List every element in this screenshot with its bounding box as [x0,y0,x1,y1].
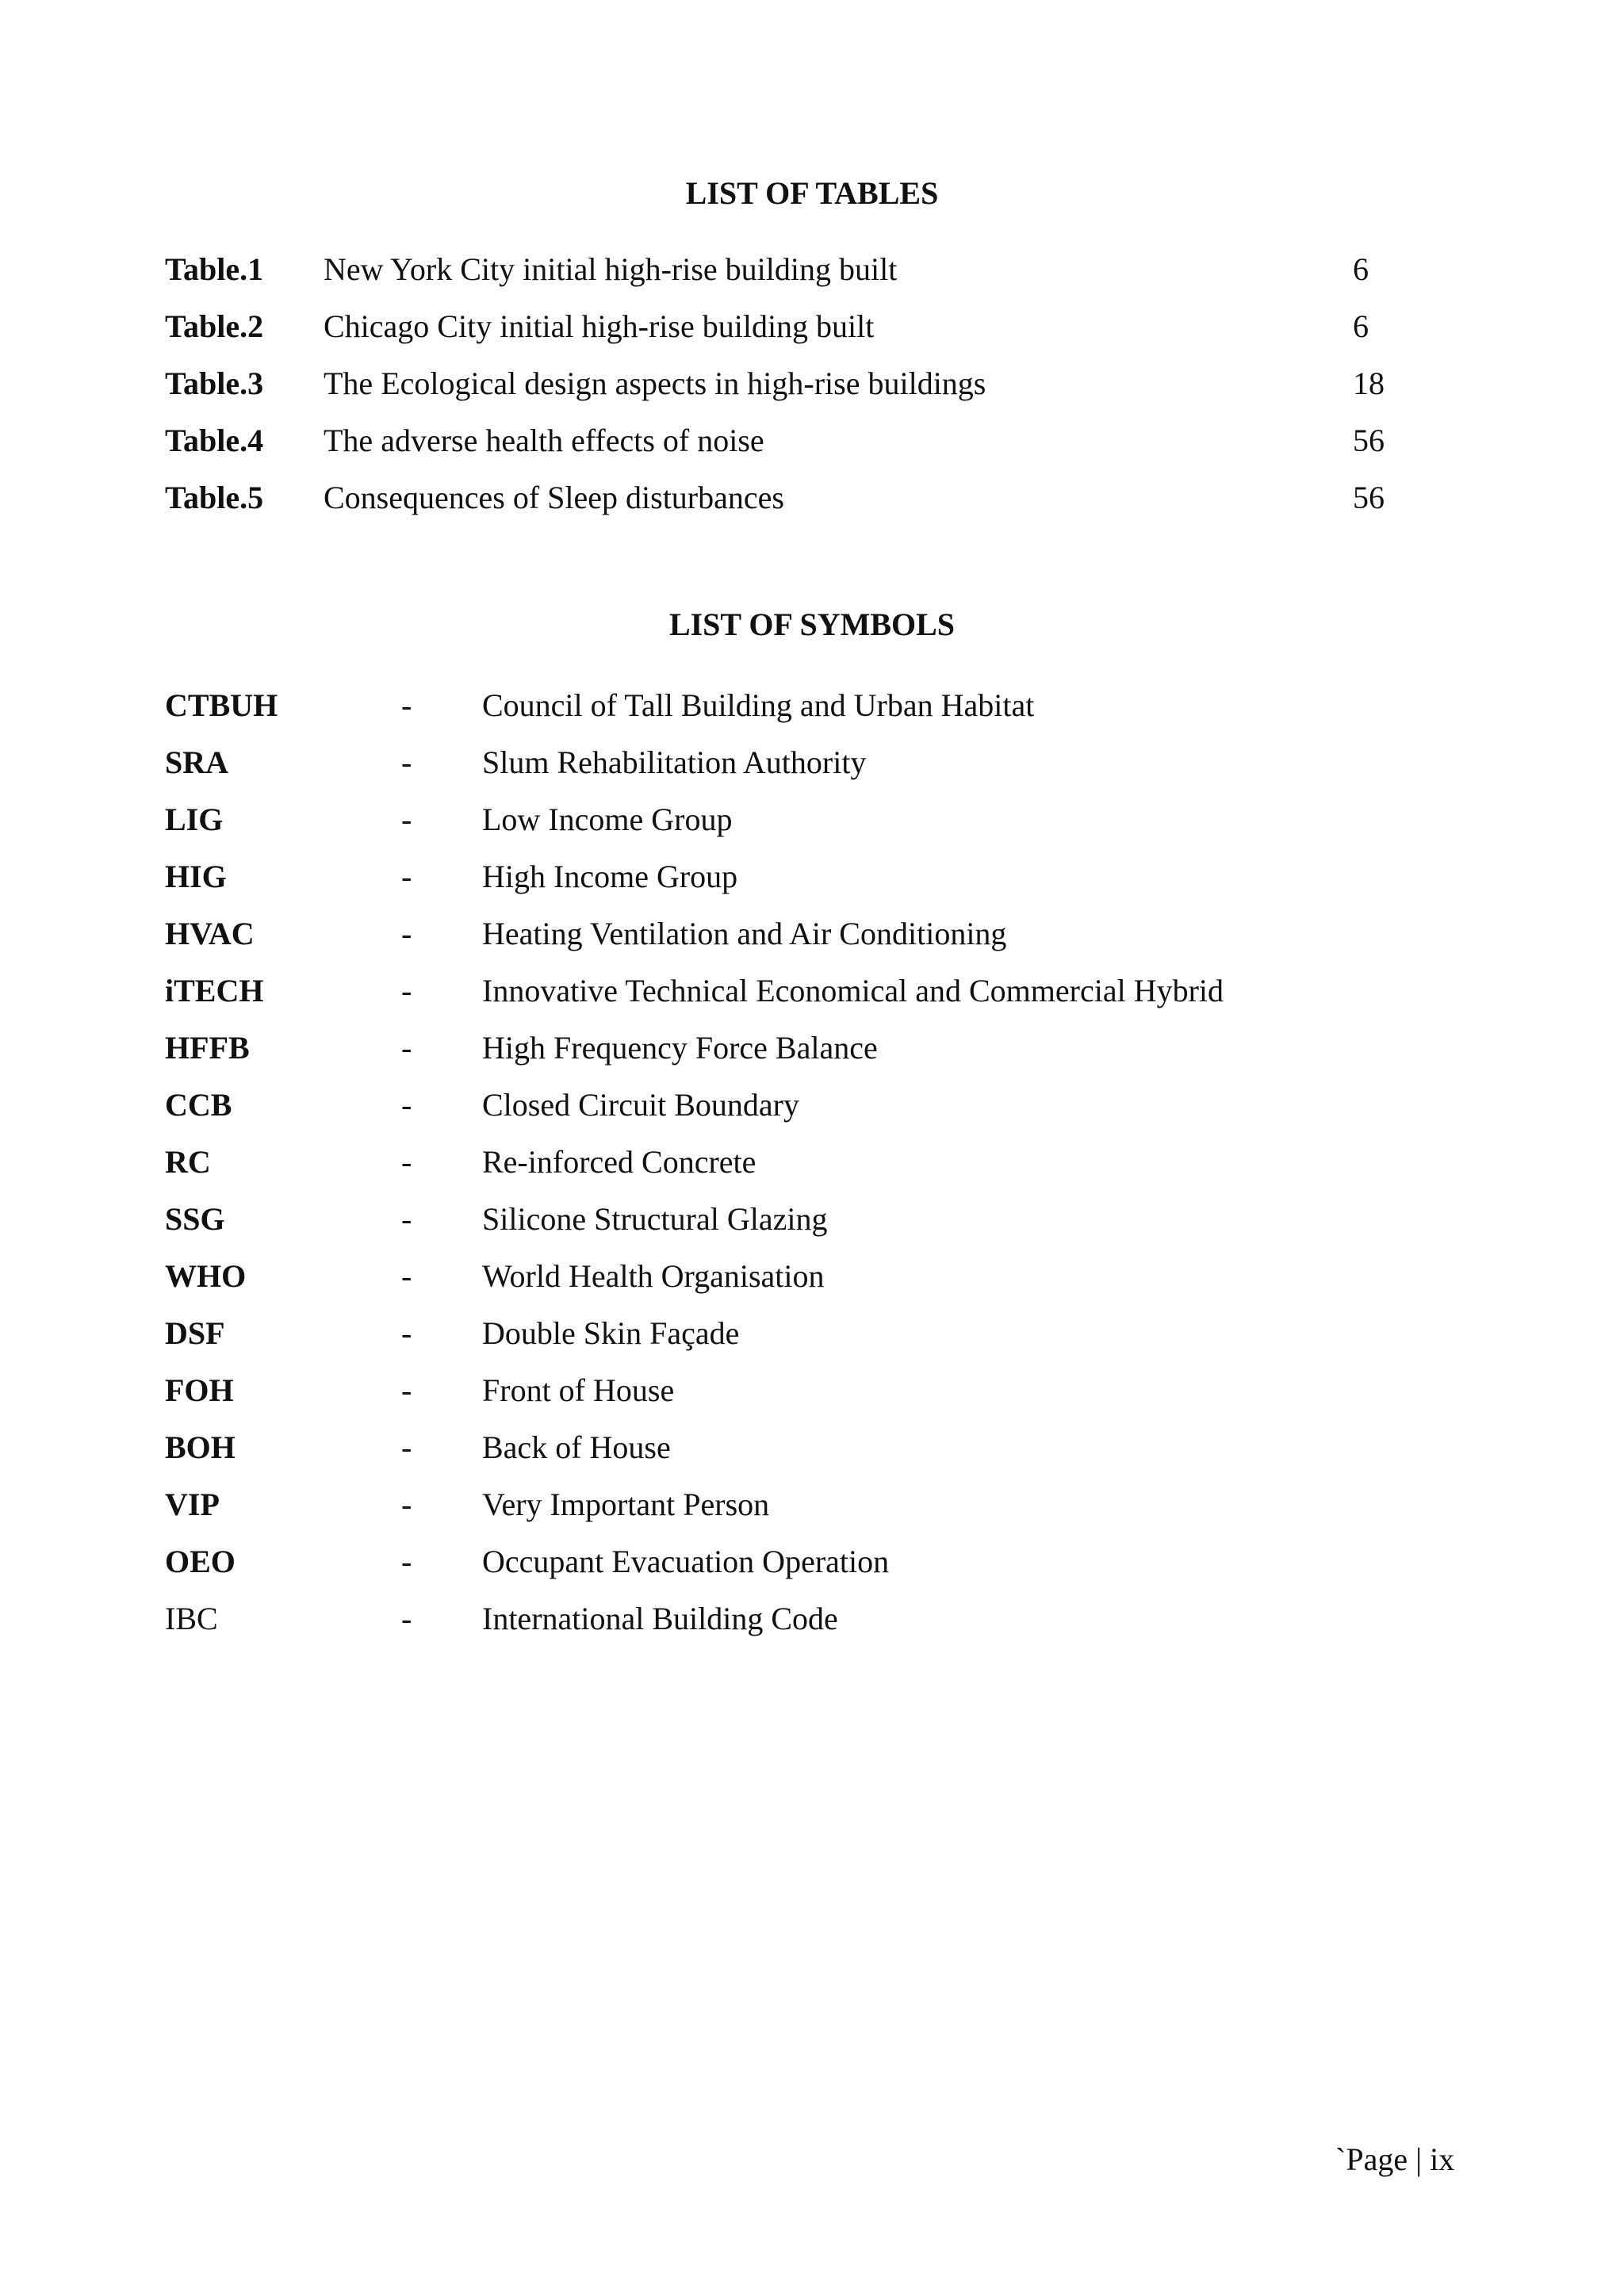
symbol-definition: Very Important Person [482,1487,770,1522]
table-title: Consequences of Sleep disturbances [324,480,784,515]
table-page-number: 6 [1353,308,1369,344]
symbol-abbreviation: HVAC [165,916,255,951]
table-number: Table.1 [165,251,264,287]
symbol-dash: - [401,1544,412,1579]
symbol-row [0,1540,1624,1584]
symbol-abbreviation: HIG [165,859,227,894]
symbol-row [0,683,1624,728]
symbol-abbreviation: SSG [165,1201,225,1237]
symbol-row [0,1368,1624,1413]
symbol-dash: - [401,859,412,894]
symbol-dash: - [401,973,412,1008]
symbol-abbreviation: FOH [165,1372,234,1408]
table-page-number: 56 [1353,480,1385,515]
symbol-row [0,798,1624,842]
symbol-definition: Heating Ventilation and Air Conditioning [482,916,1007,951]
symbol-definition: Closed Circuit Boundary [482,1087,799,1123]
table-title: New York City initial high-rise building built [324,251,898,287]
symbol-dash: - [401,1087,412,1123]
symbol-row [0,1483,1624,1527]
table-title: The adverse health effects of noise [324,423,764,458]
symbol-abbreviation: RC [165,1144,211,1180]
symbol-dash: - [401,916,412,951]
symbol-dash: - [401,1030,412,1066]
symbol-definition: Low Income Group [482,802,733,837]
page-number-footer: `Page | ix [1335,2141,1455,2177]
symbol-row [0,1140,1624,1184]
symbol-dash: - [401,1201,412,1237]
symbol-abbreviation: OEO [165,1544,236,1579]
list-of-tables-title: LIST OF TABLES [685,175,939,211]
symbol-definition: Occupant Evacuation Operation [482,1544,890,1579]
table-title: The Ecological design aspects in high-rise buildings [324,365,986,401]
symbol-abbreviation: SRA [165,744,229,780]
symbol-row [0,1597,1624,1641]
symbol-abbreviation: VIP [165,1487,220,1522]
symbol-definition: Back of House [482,1429,671,1465]
symbol-row [0,855,1624,899]
table-row [0,419,1624,463]
table-number: Table.5 [165,480,264,515]
symbol-definition: Re-inforced Concrete [482,1144,756,1180]
symbol-abbreviation: CCB [165,1087,232,1123]
table-title: Chicago City initial high-rise building built [324,308,875,344]
symbol-dash: - [401,1601,412,1636]
table-row [0,247,1624,292]
table-page-number: 6 [1353,251,1369,287]
symbol-abbreviation: LIG [165,802,224,837]
symbol-definition: Innovative Technical Economical and Commercial Hybrid [482,973,1224,1008]
symbol-abbreviation: iTECH [165,973,264,1008]
symbol-abbreviation: WHO [165,1258,247,1294]
symbol-definition: Slum Rehabilitation Authority [482,744,867,780]
symbol-row [0,1083,1624,1127]
symbol-definition: Silicone Structural Glazing [482,1201,828,1237]
symbol-dash: - [401,687,412,723]
symbol-dash: - [401,1429,412,1465]
symbol-definition: High Frequency Force Balance [482,1030,878,1066]
symbol-row [0,1254,1624,1299]
table-number: Table.2 [165,308,264,344]
symbol-dash: - [401,1144,412,1180]
symbol-dash: - [401,744,412,780]
symbol-dash: - [401,1258,412,1294]
symbol-definition: International Building Code [482,1601,838,1636]
symbol-abbreviation: DSF [165,1315,225,1351]
symbol-row [0,740,1624,785]
table-row [0,476,1624,520]
table-page-number: 18 [1353,365,1385,401]
table-row [0,304,1624,349]
symbol-definition: World Health Organisation [482,1258,825,1294]
symbol-definition: Double Skin Façade [482,1315,740,1351]
symbol-dash: - [401,802,412,837]
symbol-abbreviation: HFFB [165,1030,250,1066]
symbol-definition: Council of Tall Building and Urban Habitat [482,687,1035,723]
table-row [0,362,1624,406]
symbol-dash: - [401,1372,412,1408]
symbol-row [0,1026,1624,1070]
symbol-row [0,1311,1624,1356]
symbol-dash: - [401,1315,412,1351]
symbol-abbreviation: BOH [165,1429,236,1465]
symbol-dash: - [401,1487,412,1522]
symbol-row [0,1197,1624,1242]
table-page-number: 56 [1353,423,1385,458]
symbol-abbreviation: CTBUH [165,687,278,723]
symbol-row [0,1425,1624,1470]
symbol-row [0,912,1624,956]
symbol-definition: High Income Group [482,859,738,894]
table-number: Table.4 [165,423,264,458]
symbol-abbreviation: IBC [165,1601,218,1636]
list-of-symbols-title: LIST OF SYMBOLS [668,607,956,642]
table-number: Table.3 [165,365,264,401]
symbol-definition: Front of House [482,1372,675,1408]
symbol-row [0,969,1624,1013]
